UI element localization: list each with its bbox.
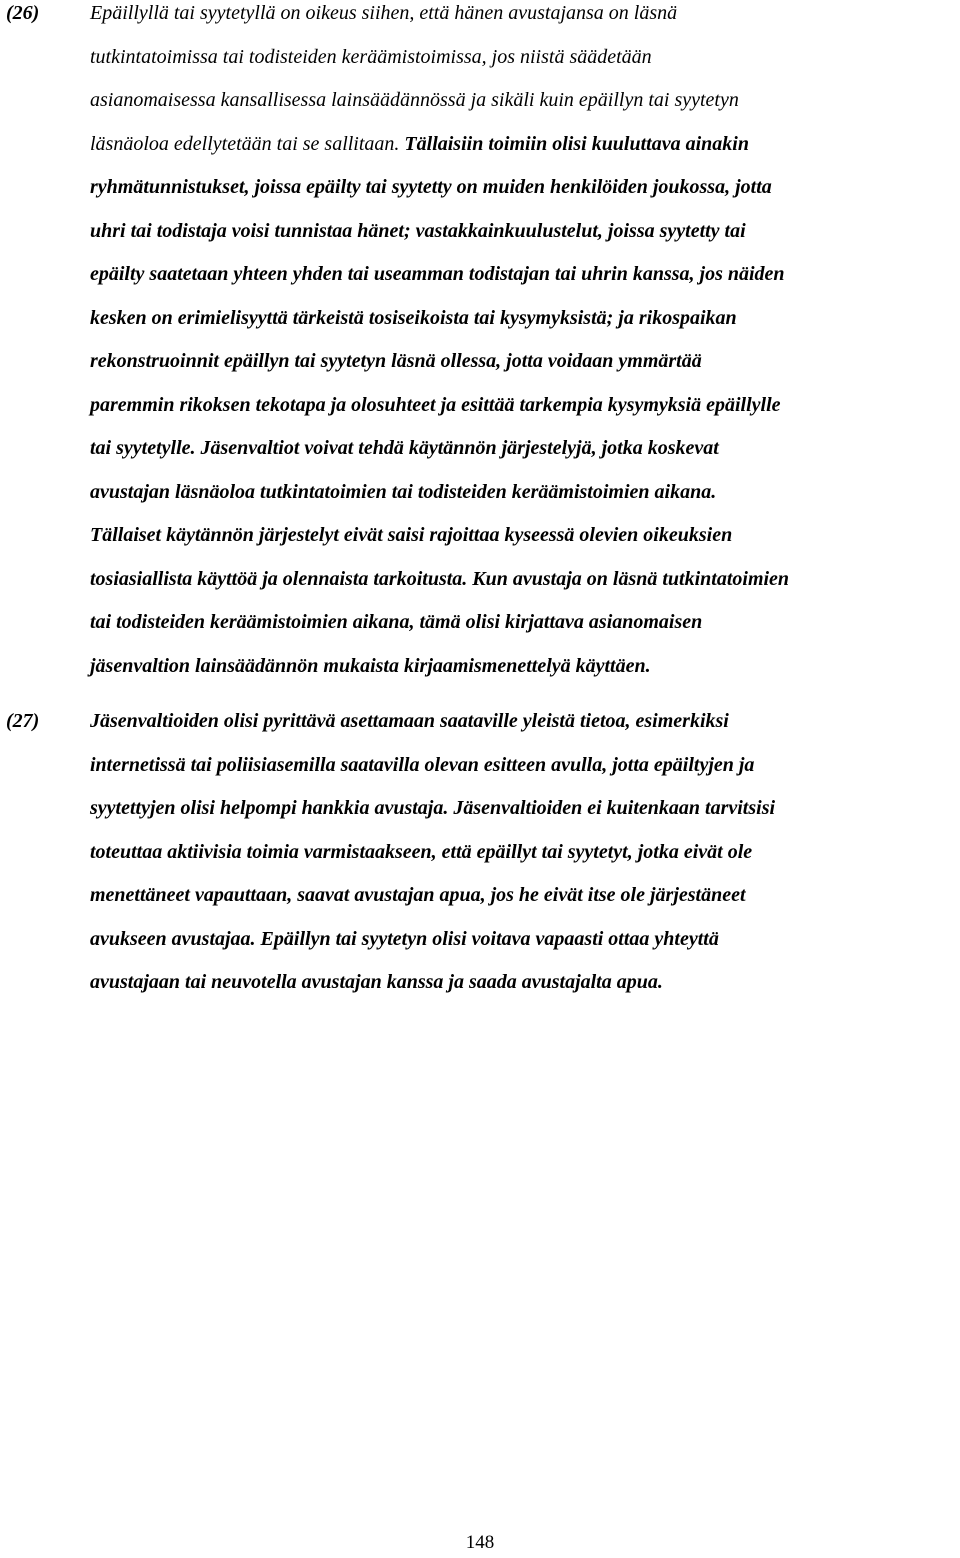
text-segment: tutkintatoimissa tai todisteiden keräämistoimissa, jos niistä säädetään bbox=[90, 45, 652, 68]
text-line bbox=[90, 253, 958, 297]
text-line bbox=[90, 961, 958, 1005]
text-line bbox=[90, 123, 958, 167]
text-segment: avustajaan tai neuvotella avustajan kanssa ja saada avustajalta apua. bbox=[90, 971, 663, 993]
text-segment: tai todisteiden keräämistoimien aikana, tämä olisi kirjattava asianomaisen bbox=[90, 611, 703, 633]
text-segment: avukseen avustajaa. Epäillyn tai syytetyn olisi voitava vapaasti ottaa yhteyttä bbox=[90, 927, 719, 950]
text-segment: Tällaiset käytännön järjestelyt eivät saisi rajoittaa kyseessä olevien oikeuksien bbox=[90, 524, 733, 546]
text-segment: Epäillyllä tai syytetyllä on oikeus siihen, että hänen avustajansa on läsnä bbox=[90, 2, 678, 24]
text-segment: kesken on erimielisyyttä tärkeistä tosiseikoista tai kysymyksistä; ja rikospaikan bbox=[90, 306, 737, 329]
text-line bbox=[90, 210, 958, 254]
text-segment: tosiasiallista käyttöä ja olennaista tarkoitusta. Kun avustaja on läsnä tutkintatoimien bbox=[90, 567, 790, 590]
text-segment: asianomaisessa kansallisessa lainsäädännössä ja sikäli kuin epäillyn tai syytetyn bbox=[90, 89, 739, 111]
text-line bbox=[90, 874, 958, 918]
text-line bbox=[90, 79, 958, 123]
text-line bbox=[90, 0, 958, 36]
paragraph-text bbox=[90, 0, 958, 688]
text-segment: jäsenvaltion lainsäädännön mukaista kirjaamismenettelyä käyttäen. bbox=[90, 654, 651, 677]
text-segment: epäilty saatetaan yhteen yhden tai useamman todistajan tai uhrin kanssa, jos näiden bbox=[90, 263, 785, 285]
text-line bbox=[90, 384, 958, 428]
text-segment: rekonstruoinnit epäillyn tai syytetyn läsnä ollessa, jotta voidaan ymmärtää bbox=[90, 350, 702, 372]
text-line bbox=[90, 36, 958, 80]
text-segment: avustajan läsnäoloa tutkintatoimien tai todisteiden keräämistoimien aikana. bbox=[90, 480, 717, 503]
text-segment: menettäneet vapauttaan, saavat avustajan apua, jos he eivät itse ole järjestäneet bbox=[90, 884, 746, 906]
text-segment: paremmin rikoksen tekotapa ja olosuhteet ja esittää tarkempia kysymyksiä epäillylle bbox=[90, 393, 781, 416]
text-line bbox=[90, 601, 958, 645]
text-line bbox=[90, 918, 958, 962]
text-line bbox=[90, 700, 958, 744]
text-segment: Tällaisiin toimiin olisi kuuluttava ainakin bbox=[404, 132, 749, 155]
paragraph-number: (27) bbox=[6, 710, 40, 732]
text-segment: tai syytetylle. Jäsenvaltiot voivat tehdä käytännön järjestelyjä, jotka koskevat bbox=[90, 437, 719, 459]
text-segment: internetissä tai poliisiasemilla saatavilla olevan esitteen avulla, jotta epäiltyjen ja bbox=[90, 753, 755, 776]
text-segment: uhri tai todistaja voisi tunnistaa hänet; vastakkainkuulustelut, joissa syytetty tai bbox=[90, 219, 746, 242]
text-line bbox=[90, 787, 958, 831]
text-segment: Jäsenvaltioiden olisi pyrittävä asettamaan saataville yleistä tietoa, esimerkiksi bbox=[90, 710, 729, 732]
paragraph-number: (26) bbox=[6, 2, 40, 24]
paragraph-text bbox=[90, 700, 958, 1005]
text-line bbox=[90, 340, 958, 384]
text-line bbox=[90, 471, 958, 515]
text-line bbox=[90, 427, 958, 471]
text-line bbox=[90, 558, 958, 602]
text-segment: ryhmätunnistukset, joissa epäilty tai syytetty on muiden henkilöiden joukossa, jotta bbox=[90, 176, 772, 198]
text-line bbox=[90, 831, 958, 875]
text-segment: syytettyjen olisi helpompi hankkia avustaja. Jäsenvaltioiden ei kuitenkaan tarvitsisi bbox=[90, 797, 776, 819]
text-line bbox=[90, 166, 958, 210]
text-line bbox=[90, 744, 958, 788]
text-segment: toteuttaa aktiivisia toimia varmistaakseen, että epäillyt tai syytetyt, jotka eivät ole bbox=[90, 840, 753, 863]
text-segment: läsnäoloa edellytetään tai se sallitaan. bbox=[90, 132, 405, 155]
text-line bbox=[90, 645, 958, 689]
page-number: 148 bbox=[465, 1532, 495, 1553]
text-line bbox=[90, 514, 958, 558]
text-line bbox=[90, 297, 958, 341]
